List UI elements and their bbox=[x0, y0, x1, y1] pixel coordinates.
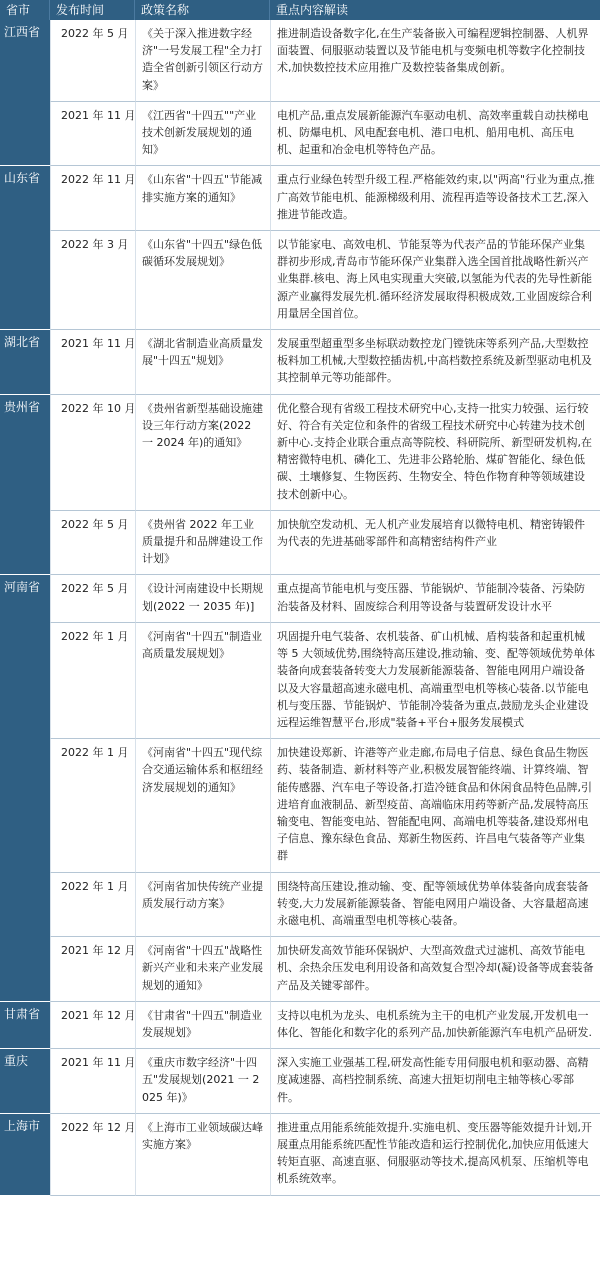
content-cell: 优化整合现有省级工程技术研究中心,支持一批实力较强、运行较好、符合有关定位和条件的省级工程技术研究中心转建为技术创新中心.支持企业联合重点高等院校、科研院所、新型研发机构,在精密微特电机、磷化工、先进非公路轮胎、煤矿智能化、绿色低碳、土壤修复、生物医药、生物安全、特色作物育种等领域建设技术创新中心。 bbox=[270, 395, 600, 511]
content-cell: 推进重点用能系统能效提升.实施电机、变压器等能效提升计划,开展重点用能系统匹配性节能改造和运行控制优化,加快应用低速大转矩直驱、高速直驱、伺服驱动等技术,提高风机泵、压缩机等电机系统效率。 bbox=[270, 1114, 600, 1196]
content-cell: 支持以电机为龙头、电机系统为主干的电机产业发展,开发机电一体化、智能化和数字化的系列产品,加快新能源汽车电机产品研发. bbox=[270, 1002, 600, 1049]
date-cell: 2022 年 11 月 bbox=[50, 166, 135, 231]
date-cell: 2021 年 12 月 bbox=[50, 1002, 135, 1049]
date-cell: 2022 年 12 月 bbox=[50, 1114, 135, 1196]
province-cell: 上海市 bbox=[0, 1114, 50, 1196]
policy-name-cell: 《贵州省 2022 年工业质量提升和品牌建设工作计划》 bbox=[135, 511, 270, 576]
policy-name-cell: 《江西省"十四五""产业技术创新发展规划的通知》 bbox=[135, 102, 270, 167]
policy-name-cell: 《贵州省新型基础设施建设三年行动方案(2022 一 2024 年)的通知》 bbox=[135, 395, 270, 511]
content-cell: 围绕特高压建设,推动输、变、配等领域优势单体装备向成套装备转变,大力发展新能源装备、智能电网用户端设备、大容量超高速永磁电机、高端重型电机等核心装备。 bbox=[270, 873, 600, 938]
province-cell: 湖北省 bbox=[0, 330, 50, 395]
policy-name-cell: 《河南省"十四五"制造业高质量发展规划》 bbox=[135, 623, 270, 739]
content-cell: 电机产品,重点发展新能源汽车驱动电机、高效率重载自动扶梯电机、防爆电机、风电配套电机、港口电机、船用电机、高压电机、起重和冶金电机等特色产品。 bbox=[270, 102, 600, 167]
content-cell: 发展重型超重型多坐标联动数控龙门镗铣床等系列产品,大型数控板料加工机械,大型数控插齿机,中高档数控系统及新型驱动电机及其控制单元等功能部件。 bbox=[270, 330, 600, 395]
policy-name-cell: 《关于深入推进数字经济"一号发展工程"全力打造全省创新引领区行动方案》 bbox=[135, 20, 270, 102]
province-cell: 河南省 bbox=[0, 575, 50, 1001]
policy-name-cell: 《甘肃省"十四五"制造业发展规划》 bbox=[135, 1002, 270, 1049]
content-cell: 重点行业绿色转型升级工程.严格能效约束,以"两高"行业为重点,推广高效节能电机、能源梯级利用、流程再造等设备技术工艺,深入推进节能改造。 bbox=[270, 166, 600, 231]
policy-name-cell: 《山东省"十四五"节能减排实施方案的通知》 bbox=[135, 166, 270, 231]
policy-name-cell: 《重庆市数字经济"十四五"发展规划(2021 一 2025 年)》 bbox=[135, 1049, 270, 1114]
province-cell: 甘肃省 bbox=[0, 1002, 50, 1049]
date-cell: 2022 年 5 月 bbox=[50, 511, 135, 576]
date-cell: 2022 年 10 月 bbox=[50, 395, 135, 511]
content-cell: 以节能家电、高效电机、节能泵等为代表产品的节能环保产业集群初步形成,青岛市节能环保产业集群入选全国首批战略性新兴产业集群.核电、海上风电实现重大突破,以氢能为代表的先导性新能源产业赢得发展先机.循环经济发展取得积极成效,工业固废综合利用量居全国首位。 bbox=[270, 231, 600, 330]
date-cell: 2021 年 11 月 bbox=[50, 330, 135, 395]
date-cell: 2022 年 1 月 bbox=[50, 873, 135, 938]
policy-name-cell: 《河南省"十四五"现代综合交通运输体系和枢纽经济发展规划的通知》 bbox=[135, 739, 270, 872]
date-cell: 2022 年 1 月 bbox=[50, 623, 135, 739]
policy-name-cell: 《河南省加快传统产业提质发展行动方案》 bbox=[135, 873, 270, 938]
content-cell: 加快研发高效节能环保锅炉、大型高效盘式过滤机、高效节能电机、余热余压发电利用设备和高效复合型冷却(凝)设备等成套装备产品及关键零部件。 bbox=[270, 937, 600, 1002]
header-date: 发布时间 bbox=[50, 0, 135, 20]
date-cell: 2021 年 11 月 bbox=[50, 1049, 135, 1114]
policy-name-cell: 《河南省"十四五"战略性新兴产业和未来产业发展规划的通知》 bbox=[135, 937, 270, 1002]
date-cell: 2021 年 12 月 bbox=[50, 937, 135, 1002]
header-policy-name: 政策名称 bbox=[135, 0, 270, 20]
policy-name-cell: 《山东省"十四五"绿色低碳循环发展规划》 bbox=[135, 231, 270, 330]
date-cell: 2022 年 1 月 bbox=[50, 739, 135, 872]
content-cell: 推进制造设备数字化,在生产装备嵌入可编程逻辑控制器、人机界面装置、伺服驱动装置以及节能电机与变频电机等数字化控制技术,加快数控技术应用推广及数控装备集成创新。 bbox=[270, 20, 600, 102]
content-cell: 加快航空发动机、无人机产业发展培育以微特电机、精密铸锻件为代表的先进基础零部件和高精密结构件产业 bbox=[270, 511, 600, 576]
province-cell: 贵州省 bbox=[0, 395, 50, 576]
province-cell: 江西省 bbox=[0, 20, 50, 166]
policy-name-cell: 《湖北省制造业高质量发展"十四五"规划》 bbox=[135, 330, 270, 395]
date-cell: 2022 年 3 月 bbox=[50, 231, 135, 330]
date-cell: 2022 年 5 月 bbox=[50, 20, 135, 102]
content-cell: 加快建设郑新、许港等产业走廊,布局电子信息、绿色食品生物医药、装备制造、新材料等产业,积极发展智能终端、计算终端、智能传感器、汽车电子等设备,打造冷链食品和休闲食品特色品牌,引进培育血液制品、新型疫苗、高端临床用药等新产品,发展特高压输变电、智能变电站、智能配电网、高端电机等装备,建设郑州电子信息、豫东绿色食品、郑新生物医药、许昌电气装备等产业集群 bbox=[270, 739, 600, 872]
content-cell: 重点提高节能电机与变压器、节能锅炉、节能制冷装备、污染防治装备及材料、固废综合利用等设备与装置研发设计水平 bbox=[270, 575, 600, 622]
province-cell: 重庆 bbox=[0, 1049, 50, 1114]
date-cell: 2022 年 5 月 bbox=[50, 575, 135, 622]
date-cell: 2021 年 11 月 bbox=[50, 102, 135, 167]
header-content: 重点内容解读 bbox=[270, 0, 600, 20]
content-cell: 巩固提升电气装备、农机装备、矿山机械、盾构装备和起重机械等 5 大领域优势,围绕特高压建设,推动输、变、配等领域优势单体装备向成套装备转变大力发展新能源装备、智能电网用户端设备以及大容量超高速永磁电机、高端重型电机等核心装备.以节能电机与变压器、节能锅炉、节能制冷装备为重点,鼓励龙头企业建设远程运维智慧平台,形成"装备+平台+服务发展模式 bbox=[270, 623, 600, 739]
header-province: 省市 bbox=[0, 0, 50, 20]
policy-name-cell: 《设计河南建设中长期规划(2022 一 2035 年)] bbox=[135, 575, 270, 622]
province-cell: 山东省 bbox=[0, 166, 50, 330]
content-cell: 深入实施工业强基工程,研发高性能专用伺服电机和驱动器、高精度减速器、高档控制系统、高速大扭矩切削电主轴等核心零部件。 bbox=[270, 1049, 600, 1114]
policy-name-cell: 《上海市工业领域碳达峰实施方案》 bbox=[135, 1114, 270, 1196]
